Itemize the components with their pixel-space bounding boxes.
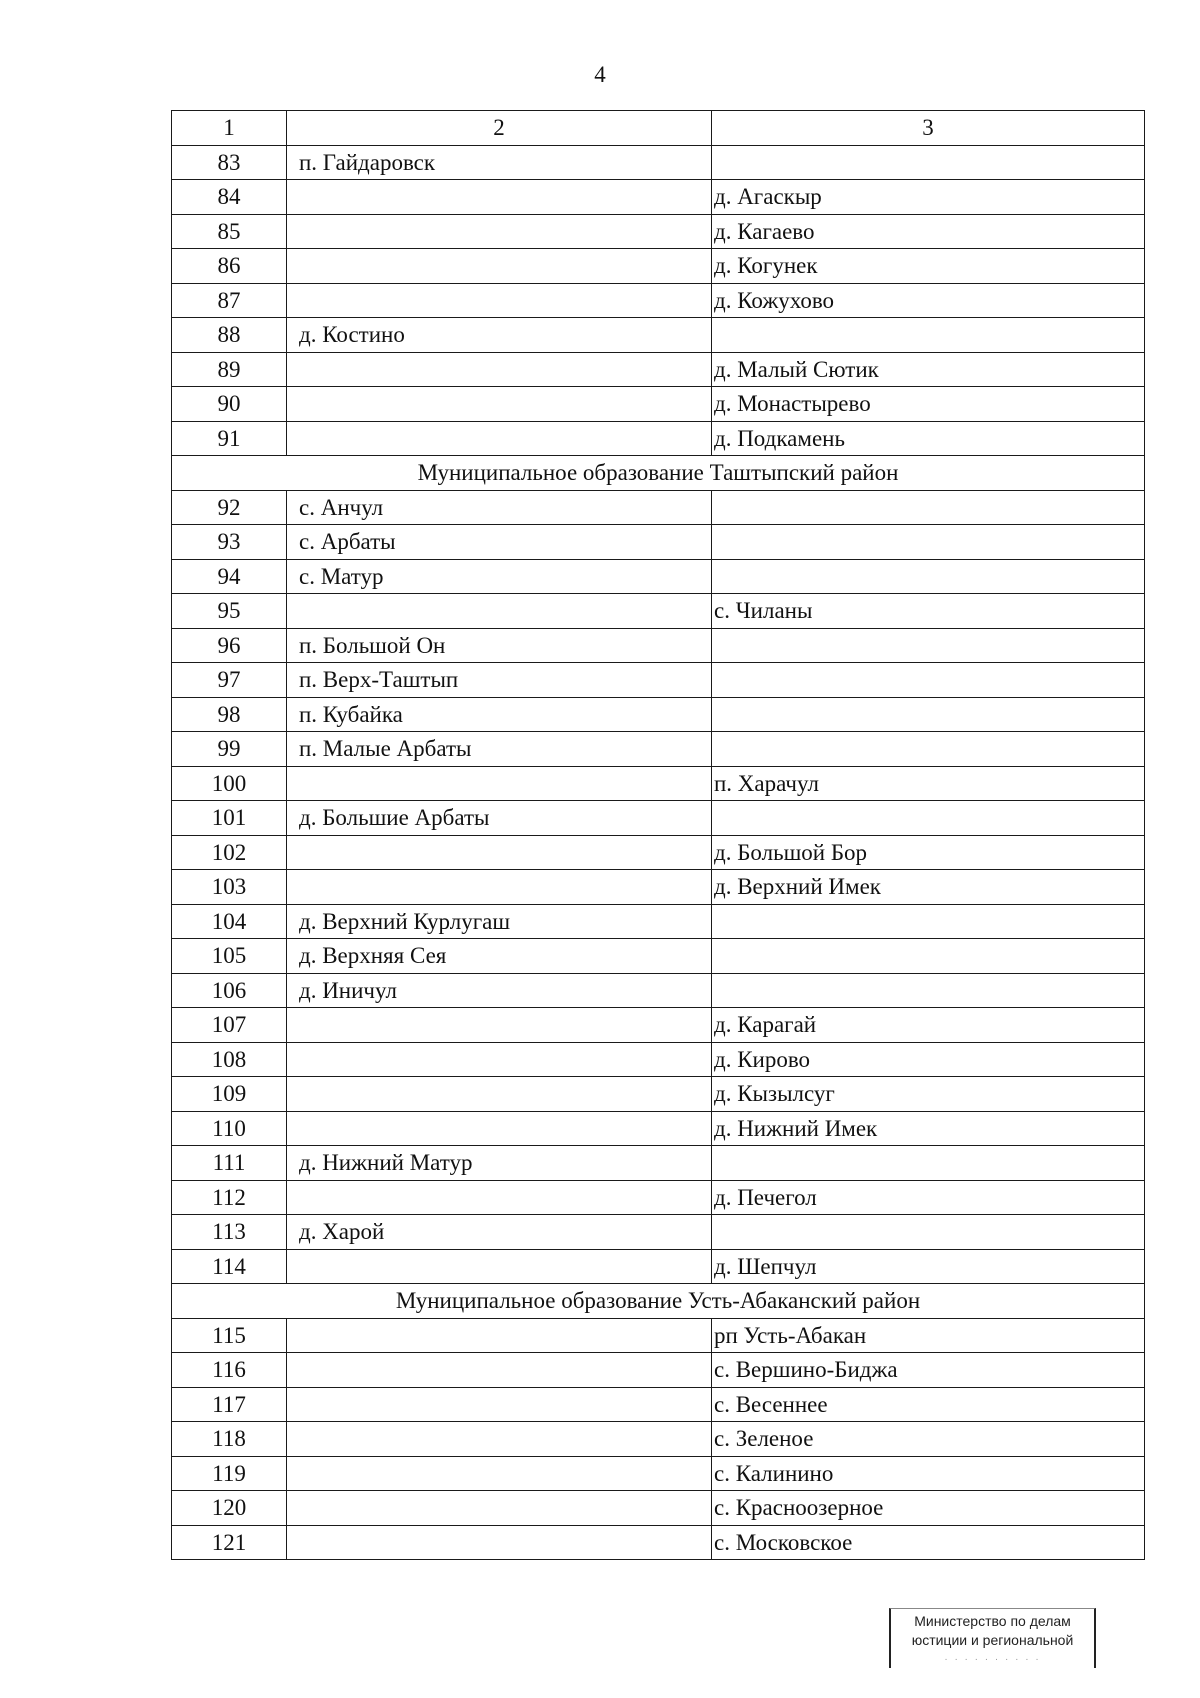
section-title: Муниципальное образование Усть-Абаканский район [172, 1284, 1145, 1319]
col-3-cell [712, 973, 1145, 1008]
col-2-cell [287, 1456, 712, 1491]
row-number: 89 [172, 352, 287, 387]
row-number: 86 [172, 249, 287, 284]
col-3-cell: д. Малый Сютик [712, 352, 1145, 387]
table-row [172, 904, 1145, 939]
table-row [172, 1008, 1145, 1043]
row-number: 96 [172, 628, 287, 663]
col-3-cell [712, 732, 1145, 767]
col-2-cell: д. Иничул [287, 973, 712, 1008]
col-2-cell: д. Большие Арбаты [287, 801, 712, 836]
col-2-cell [287, 1042, 712, 1077]
table-row [172, 628, 1145, 663]
table-row [172, 973, 1145, 1008]
col-2-cell [287, 1180, 712, 1215]
col-3-cell: д. Печегол [712, 1180, 1145, 1215]
col-3-cell: д. Когунек [712, 249, 1145, 284]
table-row [172, 1422, 1145, 1457]
row-number: 92 [172, 490, 287, 525]
col-2-cell [287, 1077, 712, 1112]
table-row [172, 1525, 1145, 1560]
col-3-cell [712, 628, 1145, 663]
col-3-cell: д. Кызылсуг [712, 1077, 1145, 1112]
table-row [172, 732, 1145, 767]
table-row [172, 1077, 1145, 1112]
col-3-cell: п. Харачул [712, 766, 1145, 801]
col-3-cell: д. Кирово [712, 1042, 1145, 1077]
row-number: 83 [172, 145, 287, 180]
table-row [172, 835, 1145, 870]
col-2-cell [287, 180, 712, 215]
row-number: 104 [172, 904, 287, 939]
col-2-cell: п. Верх-Таштып [287, 663, 712, 698]
col-3-cell [712, 801, 1145, 836]
col-2-cell: с. Матур [287, 559, 712, 594]
row-number: 118 [172, 1422, 287, 1457]
col-3-cell: д. Верхний Имек [712, 870, 1145, 905]
col-2-cell: п. Гайдаровск [287, 145, 712, 180]
table-row [172, 594, 1145, 629]
col-2-cell [287, 1353, 712, 1388]
col-3-cell: с. Калинино [712, 1456, 1145, 1491]
table-row [172, 1353, 1145, 1388]
table-row [172, 145, 1145, 180]
col-2-cell [287, 835, 712, 870]
col-3-cell: с. Зеленое [712, 1422, 1145, 1457]
row-number: 102 [172, 835, 287, 870]
ministry-stamp [889, 1608, 1096, 1668]
table-row [172, 421, 1145, 456]
col-2-cell [287, 421, 712, 456]
row-number: 101 [172, 801, 287, 836]
table-row [172, 663, 1145, 698]
col-3-cell: с. Красноозерное [712, 1491, 1145, 1526]
col-2-cell [287, 283, 712, 318]
col-2-cell [287, 1111, 712, 1146]
col-3-cell: с. Вершино-Биджа [712, 1353, 1145, 1388]
col-3-cell [712, 525, 1145, 560]
row-number: 93 [172, 525, 287, 560]
col-3-cell: д. Нижний Имек [712, 1111, 1145, 1146]
col-2-cell [287, 594, 712, 629]
col-3-cell [712, 663, 1145, 698]
col-2-cell [287, 352, 712, 387]
row-number: 121 [172, 1525, 287, 1560]
row-number: 103 [172, 870, 287, 905]
table-row [172, 249, 1145, 284]
page-number: 4 [594, 62, 606, 87]
col-3-cell: с. Московское [712, 1525, 1145, 1560]
col-3-cell [712, 490, 1145, 525]
table-row [172, 559, 1145, 594]
col-3-cell: д. Подкамень [712, 421, 1145, 456]
col-3-cell: с. Чиланы [712, 594, 1145, 629]
row-number: 97 [172, 663, 287, 698]
col-2-cell: д. Нижний Матур [287, 1146, 712, 1181]
settlements-table [171, 110, 1145, 1560]
col-3-cell: д. Шепчул [712, 1249, 1145, 1284]
col-2-cell: д. Костино [287, 318, 712, 353]
table-row [172, 801, 1145, 836]
col-2-cell: д. Верхняя Сея [287, 939, 712, 974]
table-row [172, 766, 1145, 801]
stamp-line-2: юстиции и региональной [911, 1632, 1074, 1648]
row-number: 98 [172, 697, 287, 732]
row-number: 91 [172, 421, 287, 456]
table-row [172, 1111, 1145, 1146]
col-2-cell [287, 766, 712, 801]
row-number: 109 [172, 1077, 287, 1112]
table-row [172, 1387, 1145, 1422]
table-row [172, 318, 1145, 353]
row-number: 84 [172, 180, 287, 215]
stamp-line-3: · · · · · · · · · · [944, 1654, 1041, 1665]
col-2-cell: п. Кубайка [287, 697, 712, 732]
table-row [172, 214, 1145, 249]
col-3-cell [712, 559, 1145, 594]
row-number: 113 [172, 1215, 287, 1250]
table-row [172, 870, 1145, 905]
table-header-row [172, 111, 1145, 146]
table-row [172, 1249, 1145, 1284]
row-number: 100 [172, 766, 287, 801]
col-3-cell: д. Кожухово [712, 283, 1145, 318]
col-3-cell [712, 904, 1145, 939]
col-3-cell: д. Карагай [712, 1008, 1145, 1043]
col-2-cell: с. Арбаты [287, 525, 712, 560]
col-2-cell: п. Малые Арбаты [287, 732, 712, 767]
section-row [172, 456, 1145, 491]
section-row [172, 1284, 1145, 1319]
col-3-cell: д. Монастырево [712, 387, 1145, 422]
col-2-cell [287, 1249, 712, 1284]
table-row [172, 1318, 1145, 1353]
table-row [172, 490, 1145, 525]
row-number: 106 [172, 973, 287, 1008]
col-3-cell [712, 1146, 1145, 1181]
row-number: 114 [172, 1249, 287, 1284]
col-3-cell [712, 939, 1145, 974]
row-number: 120 [172, 1491, 287, 1526]
table-row [172, 1215, 1145, 1250]
row-number: 94 [172, 559, 287, 594]
col-2-cell: д. Харой [287, 1215, 712, 1250]
col-3-cell: д. Агаскыр [712, 180, 1145, 215]
col-3-cell: д. Большой Бор [712, 835, 1145, 870]
row-number: 115 [172, 1318, 287, 1353]
table-row [172, 1456, 1145, 1491]
row-number: 116 [172, 1353, 287, 1388]
col-2-cell: с. Анчул [287, 490, 712, 525]
row-number: 111 [172, 1146, 287, 1181]
col-3-cell [712, 697, 1145, 732]
table-row [172, 1146, 1145, 1181]
row-number: 99 [172, 732, 287, 767]
table-row [172, 1042, 1145, 1077]
row-number: 88 [172, 318, 287, 353]
table-row [172, 180, 1145, 215]
col-2-cell [287, 1491, 712, 1526]
row-number: 110 [172, 1111, 287, 1146]
stamp-line-1: Министерство по делам [914, 1613, 1071, 1629]
col-2-cell [287, 870, 712, 905]
col-2-cell [287, 1387, 712, 1422]
header-col-1: 1 [172, 111, 287, 146]
table-row [172, 387, 1145, 422]
row-number: 108 [172, 1042, 287, 1077]
header-col-3: 3 [712, 111, 1145, 146]
col-3-cell: с. Весеннее [712, 1387, 1145, 1422]
table-row [172, 1491, 1145, 1526]
col-2-cell [287, 1525, 712, 1560]
col-2-cell [287, 1318, 712, 1353]
col-2-cell [287, 1422, 712, 1457]
row-number: 90 [172, 387, 287, 422]
col-3-cell: д. Кагаево [712, 214, 1145, 249]
table-row [172, 283, 1145, 318]
row-number: 119 [172, 1456, 287, 1491]
row-number: 117 [172, 1387, 287, 1422]
col-3-cell [712, 318, 1145, 353]
row-number: 95 [172, 594, 287, 629]
row-number: 112 [172, 1180, 287, 1215]
table-row [172, 525, 1145, 560]
table-row [172, 939, 1145, 974]
col-2-cell: п. Большой Он [287, 628, 712, 663]
col-3-cell [712, 145, 1145, 180]
table-row [172, 352, 1145, 387]
row-number: 85 [172, 214, 287, 249]
col-3-cell: рп Усть-Абакан [712, 1318, 1145, 1353]
table-row [172, 1180, 1145, 1215]
col-2-cell [287, 249, 712, 284]
col-3-cell [712, 1215, 1145, 1250]
table-row [172, 697, 1145, 732]
table-body [172, 111, 1145, 1560]
row-number: 87 [172, 283, 287, 318]
row-number: 105 [172, 939, 287, 974]
col-2-cell [287, 387, 712, 422]
col-2-cell [287, 214, 712, 249]
header-col-2: 2 [287, 111, 712, 146]
col-2-cell [287, 1008, 712, 1043]
row-number: 107 [172, 1008, 287, 1043]
col-2-cell: д. Верхний Курлугаш [287, 904, 712, 939]
section-title: Муниципальное образование Таштыпский район [172, 456, 1145, 491]
